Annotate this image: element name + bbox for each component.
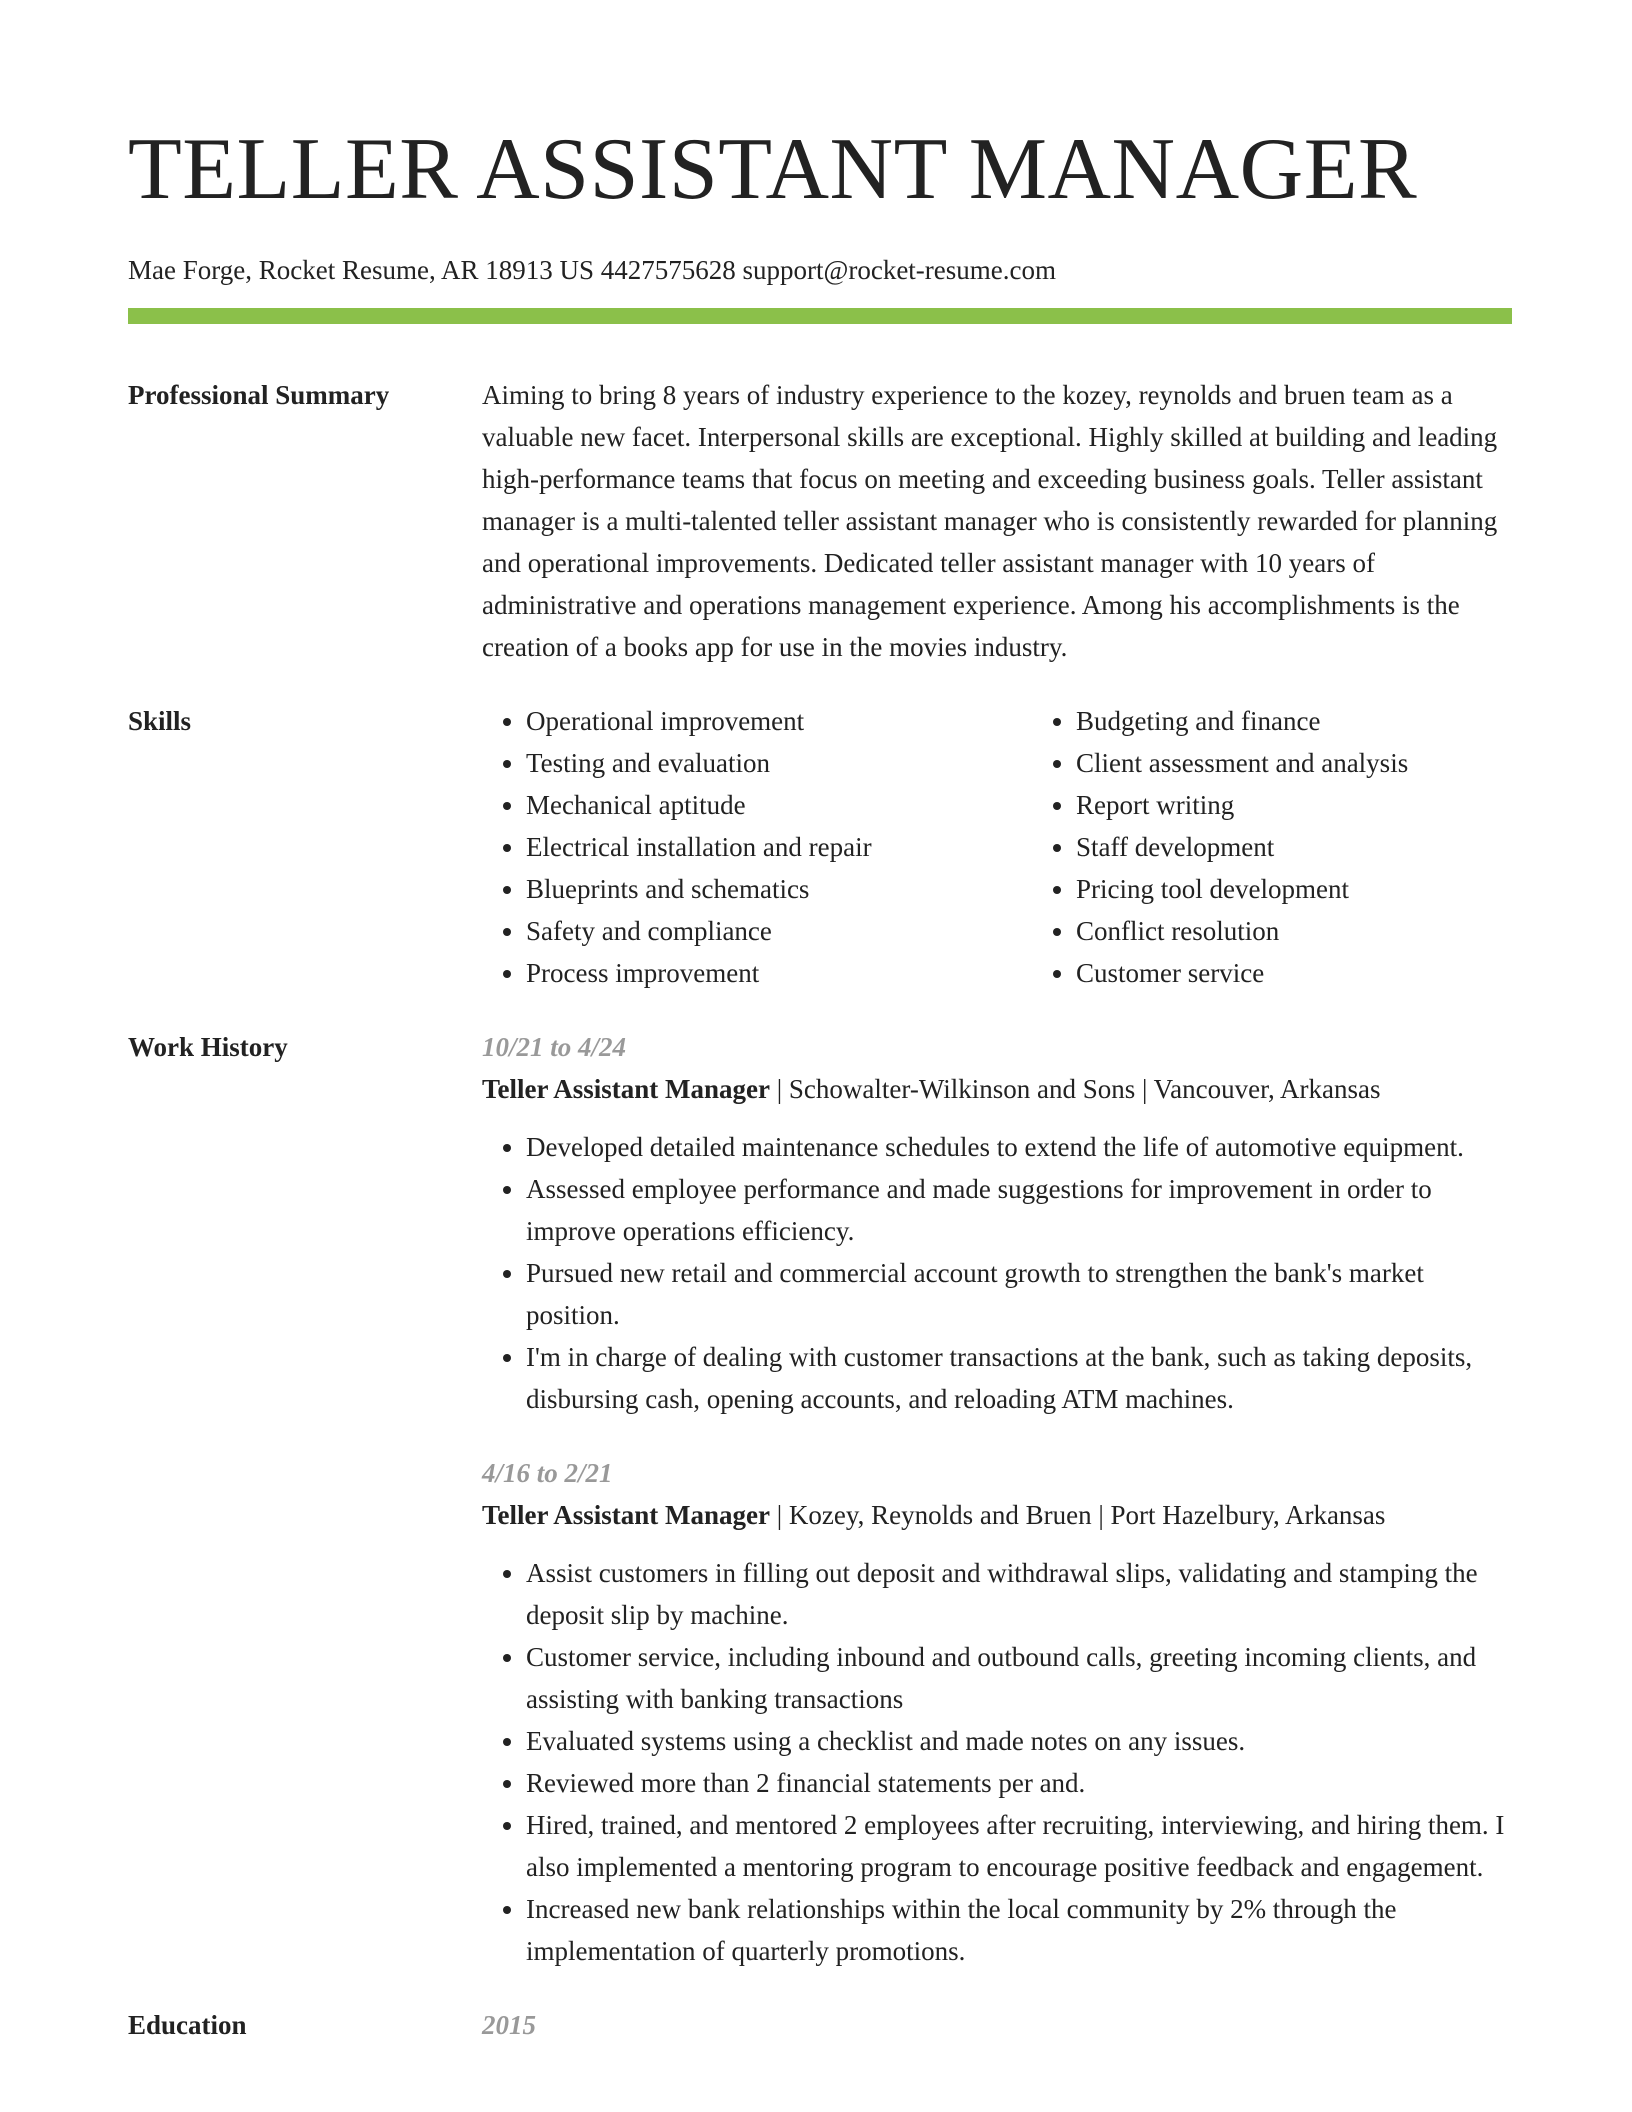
skill-item: • Report writing	[1076, 784, 1512, 826]
job-role: Teller Assistant Manager	[482, 1500, 770, 1530]
education-body	[482, 2004, 1512, 2046]
skill-item: • Staff development	[1076, 826, 1512, 868]
skill-item: • Customer service	[1076, 952, 1512, 994]
skill-item: • Safety and compliance	[526, 910, 1032, 952]
skills-list-right	[1032, 700, 1512, 994]
education-label: Education	[128, 2010, 247, 2040]
skill-item: • Testing and evaluation	[526, 742, 1032, 784]
job-bullet: • Evaluated systems using a checklist and made notes on any issues.	[526, 1720, 1512, 1762]
job-bullet: • Assessed employee performance and made suggestions for improvement in order to improve operations efficiency.	[526, 1168, 1512, 1252]
job-title-line	[482, 1068, 1512, 1110]
job-role: Teller Assistant Manager	[482, 1074, 770, 1104]
job-dates: 4/16 to 2/21	[482, 1458, 613, 1488]
summary-text: Aiming to bring 8 years of industry experience to the kozey, reynolds and bruen team as a valuable new facet. Interpersonal skills are exceptional. Highly skilled at building and leading high-performance teams that focus on meeting and exceeding business goals. Teller assistant manager is a multi-talented teller assistant manager who is consistently rewarded for planning and operational improvements. Dedicated teller assistant manager with 10 years of administrative and operations management experience. Among his accomplishments is the creation of a books app for use in the movies industry.	[482, 380, 1498, 662]
contact-line: Mae Forge, Rocket Resume, AR 18913 US 4427575628 support@rocket-resume.com	[128, 255, 1056, 285]
job-entry	[482, 1452, 1512, 1972]
job-bullets	[482, 1126, 1512, 1420]
summary-section	[128, 374, 1512, 668]
skills-section	[128, 700, 1512, 994]
job-bullet: • Reviewed more than 2 financial statements per and.	[526, 1762, 1512, 1804]
job-bullet: • Customer service, including inbound and outbound calls, greeting incoming clients, and assisting with banking transactions	[526, 1636, 1512, 1720]
skills-label: Skills	[128, 706, 192, 736]
summary-label: Professional Summary	[128, 380, 390, 410]
resume-title: TELLER ASSISTANT MANAGER	[128, 121, 1418, 218]
job-bullet: • Pursued new retail and commercial account growth to strengthen the bank's market position.	[526, 1252, 1512, 1336]
job-bullets	[482, 1552, 1512, 1972]
job-bullet: • Developed detailed maintenance schedules to extend the life of automotive equipment.	[526, 1126, 1512, 1168]
skill-item: • Pricing tool development	[1076, 868, 1512, 910]
job-bullet: • I'm in charge of dealing with customer transactions at the bank, such as taking deposits, disbursing cash, opening accounts, and reloading ATM machines.	[526, 1336, 1512, 1420]
work-history-body	[482, 1026, 1512, 1972]
job-bullet: • Increased new bank relationships within the local community by 2% through the implementation of quarterly promotions.	[526, 1888, 1512, 1972]
skill-item: • Operational improvement	[526, 700, 1032, 742]
job-company-location: | Kozey, Reynolds and Bruen | Port Hazelbury, Arkansas	[770, 1500, 1386, 1530]
skill-item: • Mechanical aptitude	[526, 784, 1032, 826]
skill-item: • Budgeting and finance	[1076, 700, 1512, 742]
header-divider	[128, 308, 1512, 324]
work-history-section	[128, 1026, 1512, 1972]
job-dates: 10/21 to 4/24	[482, 1032, 627, 1062]
job-title-line	[482, 1494, 1512, 1536]
skill-item: • Process improvement	[526, 952, 1032, 994]
job-company-location: | Schowalter-Wilkinson and Sons | Vancouver, Arkansas	[770, 1074, 1381, 1104]
education-year: 2015	[482, 2010, 536, 2040]
education-section	[128, 2004, 1512, 2046]
skill-item: • Electrical installation and repair	[526, 826, 1032, 868]
skills-columns	[482, 700, 1512, 994]
work-history-label: Work History	[128, 1032, 288, 1062]
job-bullet: • Hired, trained, and mentored 2 employees after recruiting, interviewing, and hiring them. I also implemented a mentoring program to encourage positive feedback and engagement.	[526, 1804, 1512, 1888]
skills-list-left	[482, 700, 1032, 994]
job-bullet: • Assist customers in filling out deposit and withdrawal slips, validating and stamping the deposit slip by machine.	[526, 1552, 1512, 1636]
skill-item: • Conflict resolution	[1076, 910, 1512, 952]
job-entry	[482, 1026, 1512, 1420]
skill-item: • Blueprints and schematics	[526, 868, 1032, 910]
skill-item: • Client assessment and analysis	[1076, 742, 1512, 784]
